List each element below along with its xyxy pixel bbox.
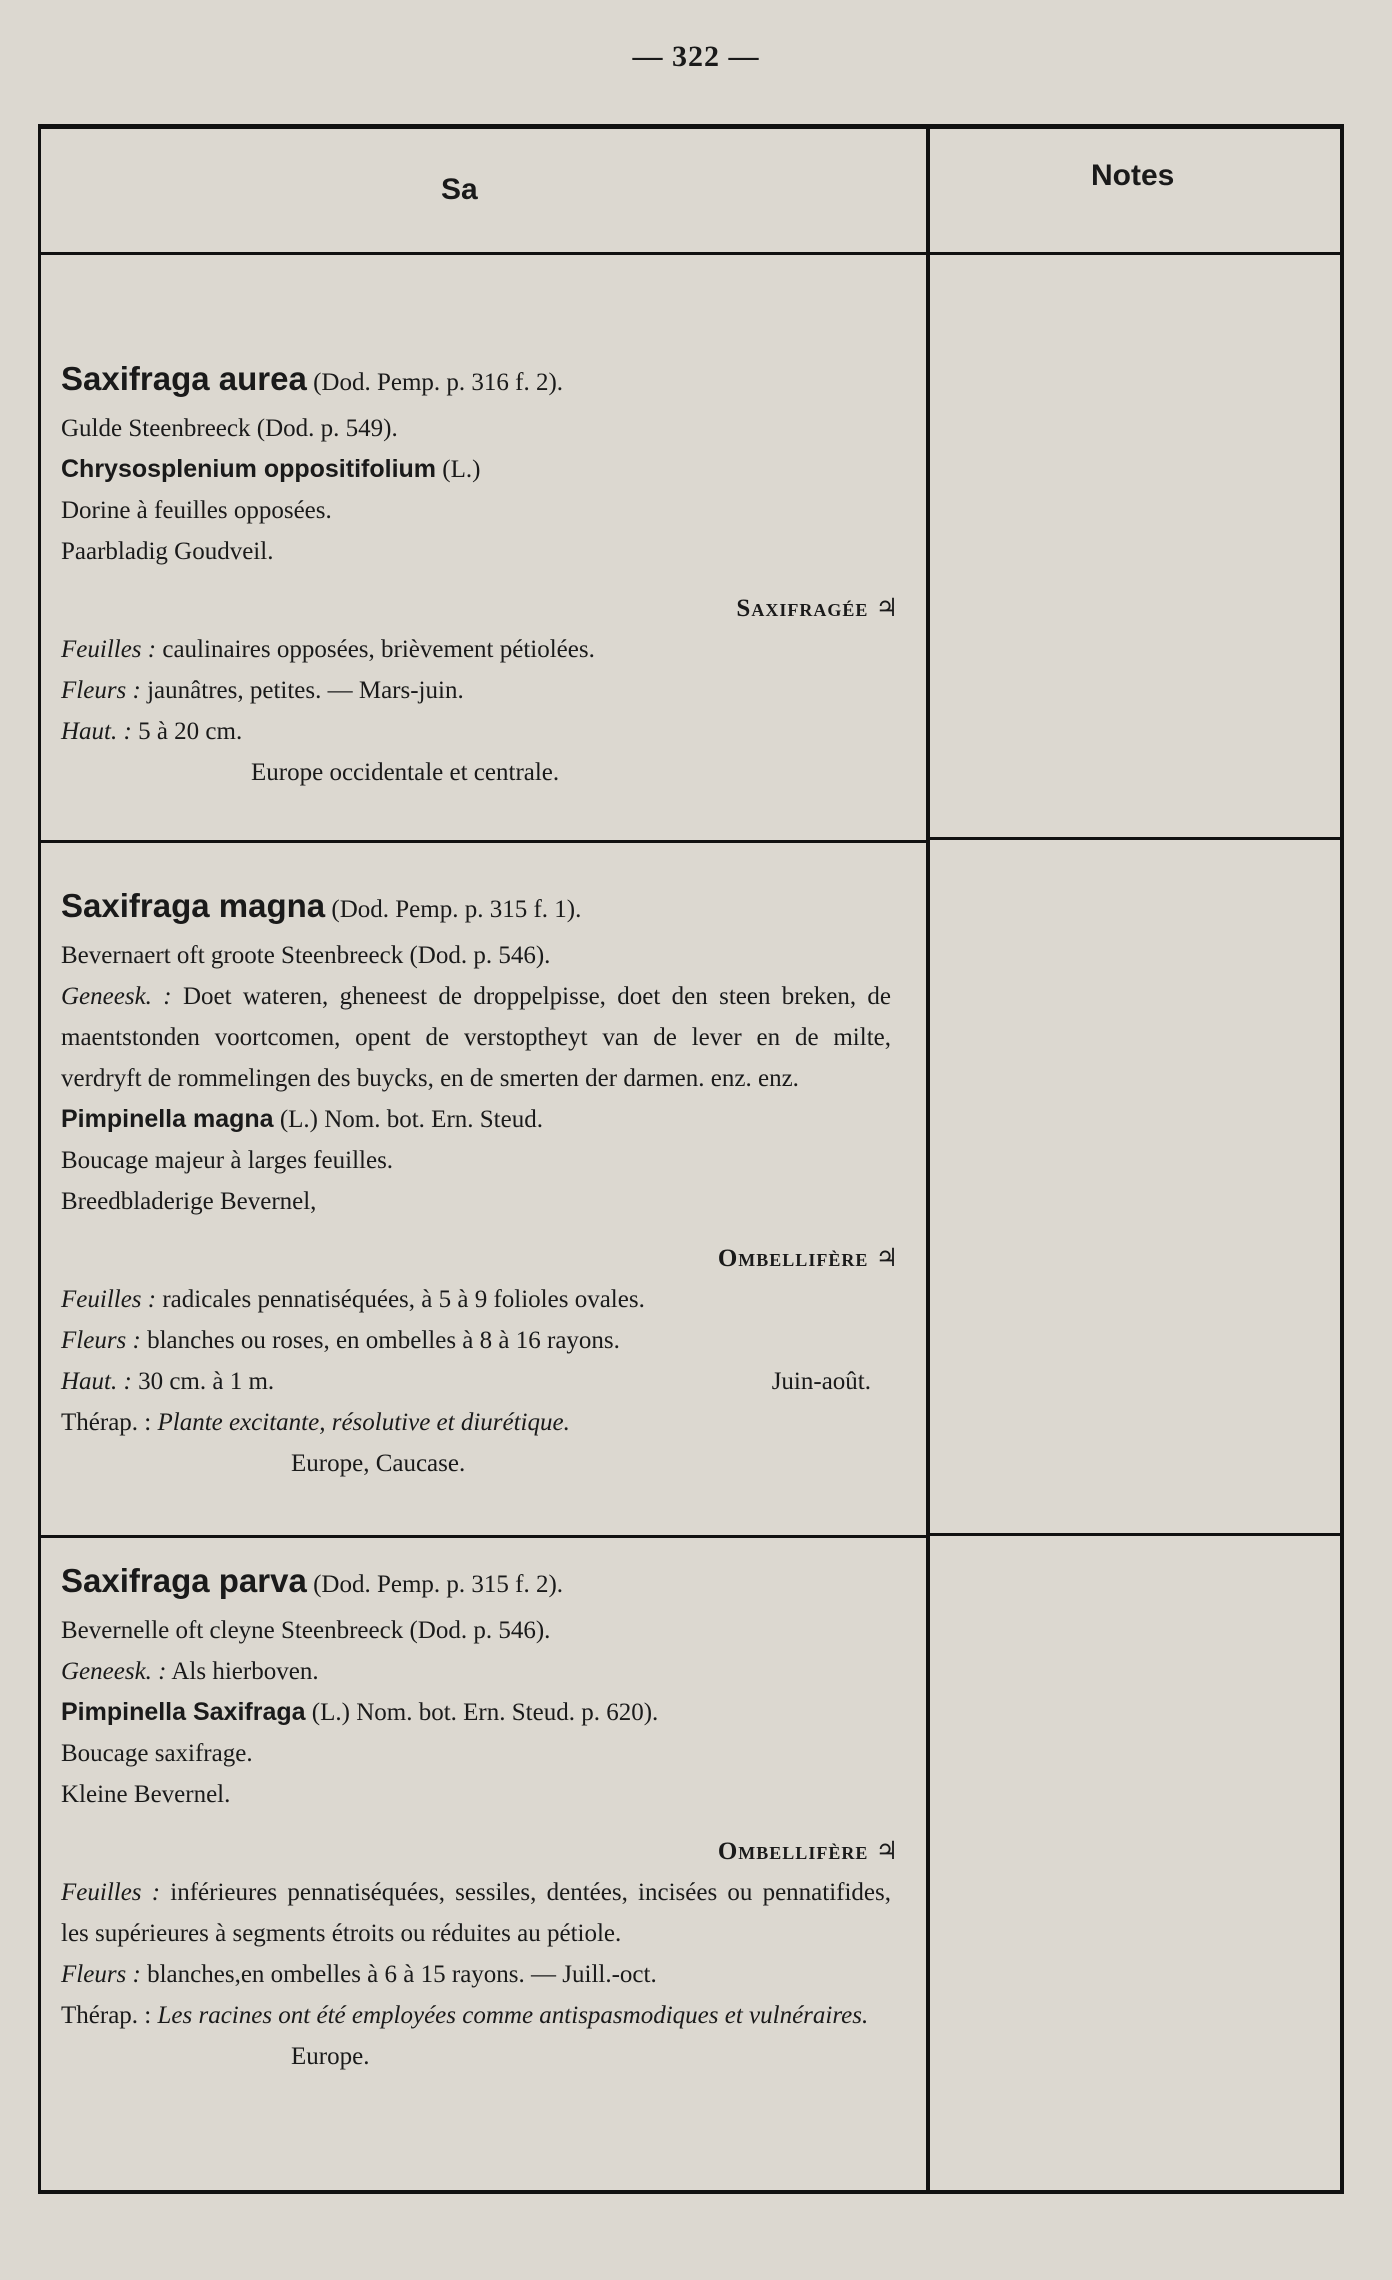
flowering-period: Juin-août.	[771, 1368, 871, 1395]
flowers-text: jaunâtres, petites. — Mars-juin.	[147, 677, 464, 704]
leaves-label: Feuilles :	[61, 1286, 157, 1313]
region: Europe.	[291, 2043, 370, 2070]
entry-heading	[61, 881, 911, 935]
height-label: Haut. :	[61, 1368, 132, 1395]
latin-name: Pimpinella magna	[61, 1105, 274, 1133]
species-title: Saxifraga parva	[61, 1562, 307, 1599]
leaves-text: radicales pennatiséquées, à 5 à 9 folioles ovales.	[162, 1286, 645, 1313]
plant-family: Saxifragée ♃	[736, 595, 899, 622]
dutch-name: Kleine Bevernel.	[61, 1781, 231, 1808]
latin-name: Chrysosplenium oppositifolium	[61, 455, 437, 483]
species-reference: (Dod. Pemp. p. 316 f. 2).	[313, 369, 564, 396]
flowers-label: Fleurs :	[61, 1961, 141, 1988]
plant-family: Ombellifère ♃	[717, 1245, 899, 1272]
dutch-name: Paarbladig Goudveil.	[61, 538, 274, 565]
leaves-line	[61, 1872, 891, 1954]
flemish-name: Bevernaert oft groote Steenbreeck (Dod. p. 546).	[61, 942, 551, 969]
page-number: — 322 —	[632, 40, 760, 73]
medicinal-label: Geneesk. :	[61, 983, 172, 1010]
notes-separator	[930, 837, 1340, 840]
region: Europe occidentale et centrale.	[251, 759, 560, 786]
height-text: 30 cm. à 1 m.	[138, 1368, 275, 1395]
flowers-line	[61, 1954, 911, 1995]
therapy-text: Les racines ont été employées comme antispasmodiques et vulnéraires.	[157, 2002, 869, 2029]
flowers-line	[61, 670, 911, 711]
species-title: Saxifraga aurea	[61, 360, 307, 397]
flowers-text: blanches,en ombelles à 6 à 15 rayons. — Juill.-oct.	[147, 1961, 657, 1988]
latin-authority: (L.)	[442, 456, 481, 483]
therapy-text: Plante excitante, résolutive et diurétique.	[157, 1409, 570, 1436]
flemish-name: Bevernelle oft cleyne Steenbreeck (Dod. p. 546).	[61, 1617, 551, 1644]
leaves-label: Feuilles :	[61, 1879, 161, 1906]
flemish-name: Gulde Steenbreeck (Dod. p. 549).	[61, 415, 398, 442]
medicinal-label: Geneesk. :	[61, 1658, 167, 1685]
species-title: Saxifraga magna	[61, 887, 326, 924]
height-line	[61, 711, 911, 752]
leaves-line	[61, 629, 911, 670]
medicinal-text: Als hierboven.	[171, 1658, 319, 1685]
leaves-line	[61, 1279, 911, 1320]
species-table	[38, 124, 1344, 2194]
flowers-label: Fleurs :	[61, 1327, 141, 1354]
latin-name: Pimpinella Saxifraga	[61, 1698, 306, 1726]
medicinal-use	[61, 976, 891, 1099]
species-reference: (Dod. Pemp. p. 315 f. 1).	[331, 896, 582, 923]
entry-saxifraga-aurea	[61, 354, 911, 793]
therapy-line	[61, 1995, 891, 2036]
therapy-line	[61, 1402, 911, 1443]
latin-authority: (L.) Nom. bot. Ern. Steud.	[279, 1106, 543, 1133]
leaves-label: Feuilles :	[61, 636, 157, 663]
latin-name-line	[61, 1692, 911, 1733]
entry-separator	[41, 1535, 926, 1538]
flowers-label: Fleurs :	[61, 677, 141, 704]
medicinal-use	[61, 1651, 911, 1692]
flowers-line	[61, 1320, 911, 1361]
french-name: Boucage saxifrage.	[61, 1740, 253, 1767]
notes-separator	[930, 1533, 1340, 1536]
therapy-label: Thérap. :	[61, 2002, 152, 2029]
dutch-name: Breedbladerige Bevernel,	[61, 1188, 317, 1215]
entry-separator	[41, 840, 926, 843]
medicinal-text: Doet wateren, gheneest de droppelpisse, doet den steen breken, de maentstonden voortcomen, opent de verstoptheyt van de lever en de milte, verdryft de rommelingen des buycks, en de smerten der darmen. enz. enz.	[61, 983, 891, 1092]
height-label: Haut. :	[61, 718, 132, 745]
entry-heading	[61, 1556, 911, 1610]
table-header	[41, 129, 1340, 255]
species-reference: (Dod. Pemp. p. 315 f. 2).	[313, 1571, 564, 1598]
height-text: 5 à 20 cm.	[138, 718, 243, 745]
french-name: Dorine à feuilles opposées.	[61, 497, 332, 524]
leaves-text: inférieures pennatiséquées, sessiles, dentées, incisées ou pennatifides, les supérieures à segments étroits ou réduites au pétiole.	[61, 1879, 892, 1947]
header-sa: Sa	[441, 173, 478, 206]
height-line	[61, 1361, 911, 1402]
latin-authority: (L.) Nom. bot. Ern. Steud. p. 620).	[311, 1699, 659, 1726]
plant-family: Ombellifère ♃	[717, 1838, 899, 1865]
latin-name-line	[61, 1099, 911, 1140]
flowers-text: blanches ou roses, en ombelles à 8 à 16 rayons.	[147, 1327, 620, 1354]
entry-saxifraga-parva	[61, 1556, 911, 2077]
therapy-label: Thérap. :	[61, 1409, 152, 1436]
latin-name-line	[61, 449, 911, 490]
entry-heading	[61, 354, 911, 408]
region: Europe, Caucase.	[291, 1450, 466, 1477]
french-name: Boucage majeur à larges feuilles.	[61, 1147, 394, 1174]
leaves-text: caulinaires opposées, brièvement pétiolées.	[162, 636, 595, 663]
column-divider	[926, 129, 930, 2190]
header-notes: Notes	[1091, 159, 1175, 192]
entry-saxifraga-magna	[61, 881, 911, 1484]
